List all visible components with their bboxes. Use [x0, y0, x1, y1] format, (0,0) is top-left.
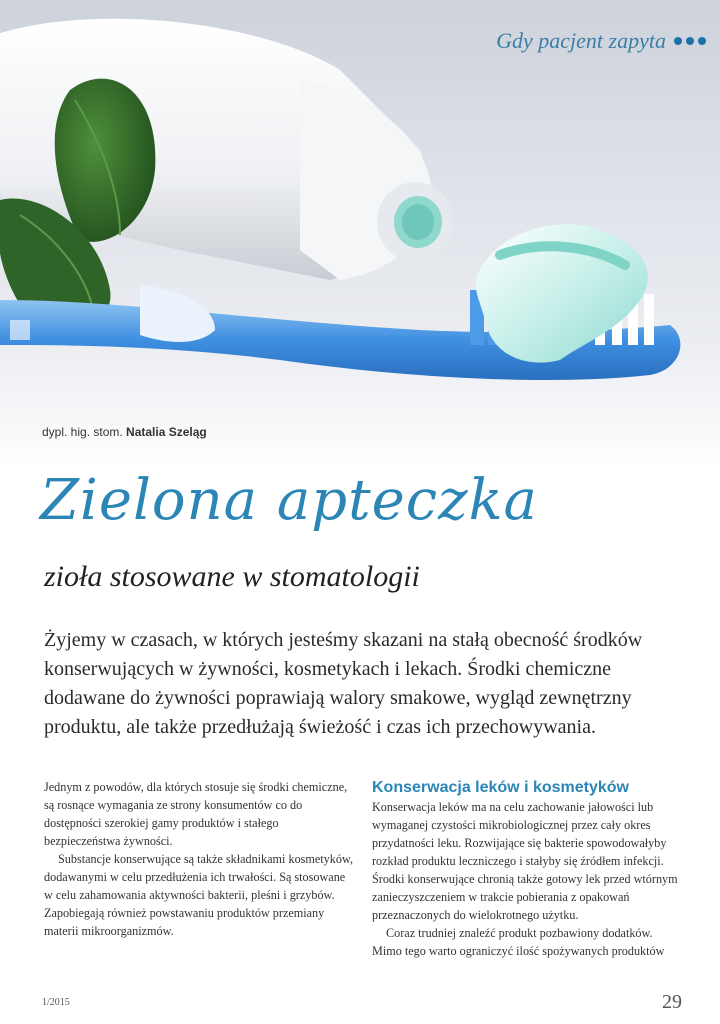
author-byline: [42, 425, 207, 439]
body-paragraph: Konserwacja leków ma na celu zachowanie jałowości lub wymaganej czystości mikrobiologicznej przez cały okres przydatności leku. Rozwijające się bakterie spowodowałyby rozkład produktu leczniczego i stałyby się źródłem infekcji. Środki konserwujące chronią także gotowy lek przed wtórnym zanieczyszczeniem w trakcie pobierania z opakowań przeznaczonych do wielokrotnego użytku.: [372, 800, 678, 922]
section-heading: Konserwacja leków i kosmetyków: [372, 779, 629, 796]
three-dots-icon: [674, 37, 706, 45]
article-title: Zielona apteczka: [40, 468, 538, 533]
page-number: 29: [662, 991, 682, 1013]
hero-photo: [0, 0, 720, 470]
article-subtitle: zioła stosowane w stomatologii: [44, 560, 420, 593]
issue-number: 1/2015: [42, 997, 70, 1008]
body-paragraph: Jednym z powodów, dla których stosuje się środki chemiczne, są rosnące wymagania ze strony konsumentów co do dostępności szerokiej gamy produktów i stałego bezpieczeństwa żywności.: [44, 780, 348, 848]
article-lead: [44, 626, 684, 742]
lead-paragraph: Żyjemy w czasach, w których jesteśmy skazani na stałą obecność środków konserwujących w żywności, kosmetykach i lekach. Środki chemiczne dodawane do żywności poprawiają walory smakowe, wygląd zewnętrzny produktu, ale także przedłużają świeżość i czas ich przechowywania.: [44, 629, 643, 738]
right-column: [372, 778, 682, 960]
body-paragraph: Substancje konserwujące są także składnikami kosmetyków, dodawanymi w celu przedłużenia ich trwałości. Są stosowane w celu zahamowania aktywności bakterii, pleśni i grzybów. Zapobiegają również powstawaniu produktów przemiany materii mikroorganizmów.: [44, 852, 354, 938]
body-paragraph: Coraz trudniej znaleźć produkt pozbawiony dodatków. Mimo tego warto ograniczyć ilość spożywanych produktów: [372, 926, 665, 958]
section-label: [496, 28, 706, 54]
section-label-text: Gdy pacjent zapyta: [496, 28, 666, 53]
author-name: Natalia Szeląg: [126, 425, 207, 439]
toothpaste-illustration: [0, 0, 720, 470]
author-prefix: dypl. hig. stom.: [42, 425, 123, 439]
left-column: [44, 778, 354, 940]
